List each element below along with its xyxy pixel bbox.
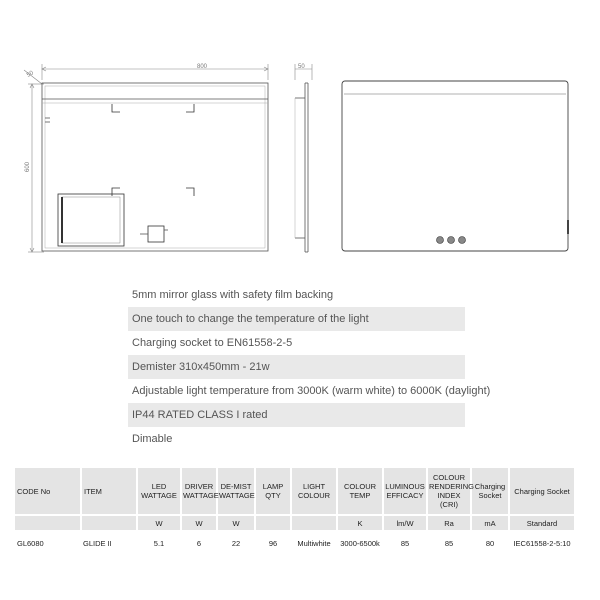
table-header-text: LAMP	[262, 482, 284, 491]
table-header-text: COLOUR	[297, 491, 331, 500]
table-cell: 80	[485, 538, 495, 548]
table-cell: 85	[444, 538, 454, 548]
table-header-text: INDEX	[437, 491, 461, 500]
feature-item: One touch to change the temperature of the light	[128, 307, 465, 331]
table-header-text: WATTAGE	[183, 491, 219, 500]
table-row	[15, 530, 575, 556]
table-header-text: WATTAGE	[219, 491, 255, 500]
table-cell: Multiwhite	[297, 538, 331, 548]
table-unit-cell: lm/W	[383, 515, 427, 530]
feature-item: IP44 RATED CLASS I rated	[128, 403, 465, 427]
table-header-text: Socket	[478, 491, 502, 500]
table-header-cell	[137, 468, 181, 515]
table-header-cell	[81, 468, 137, 515]
table-unit-cell: mA	[471, 515, 509, 530]
technical-drawing	[0, 0, 600, 270]
table-header-cell	[383, 468, 427, 515]
table-cell: 96	[268, 538, 278, 548]
table-header-cell	[15, 468, 81, 515]
feature-item: Charging socket to EN61558-2-5	[132, 337, 293, 349]
table-header-text: QTY	[265, 491, 281, 500]
table-header-cell	[509, 468, 575, 515]
table-header-cell	[471, 468, 509, 515]
table-cell: 5.1	[153, 538, 165, 548]
feature-item: Adjustable light temperature from 3000K (warm white) to 6000K (daylight)	[132, 385, 491, 397]
height-dimension	[24, 70, 44, 252]
table-unit-cell	[291, 515, 337, 530]
table-unit-cell: K	[337, 515, 383, 530]
table-cell: GL6080	[17, 538, 44, 548]
width-dim-label: 800	[197, 64, 208, 70]
depth-dim-label: 50	[298, 64, 305, 70]
mirror-side-view	[295, 64, 312, 252]
feature-item: Dimable	[132, 433, 173, 445]
table-header-text: ITEM	[84, 486, 102, 496]
table-cell: 6	[196, 538, 202, 548]
table-unit-row	[15, 515, 575, 530]
spec-table	[15, 468, 576, 556]
table-header-text: EFFICACY	[386, 491, 424, 500]
table-header-text: TEMP	[349, 491, 371, 500]
height-dim-label: 600	[25, 161, 31, 172]
feature-item: Demister 310x450mm - 21w	[128, 355, 465, 379]
table-header-cell	[217, 468, 255, 515]
mirror-rear-view	[42, 83, 268, 251]
table-cell: 22	[231, 538, 241, 548]
table-header-text: LIGHT	[302, 482, 326, 491]
table-unit-cell: Ra	[427, 515, 471, 530]
mirror-front-view	[342, 81, 568, 251]
touch-button-icon	[437, 237, 444, 244]
table-header-text: RENDERING	[429, 482, 475, 491]
table-header-cell	[181, 468, 217, 515]
table-header-cell	[255, 468, 291, 515]
table-header-text: COLOUR	[343, 482, 377, 491]
table-header-cell	[291, 468, 337, 515]
table-header-text: CODE No	[17, 486, 51, 496]
table-header-cell	[427, 468, 475, 515]
table-unit-cell	[255, 515, 291, 530]
feature-item: 5mm mirror glass with safety film backing	[132, 289, 334, 301]
table-header-text: (CRI)	[440, 500, 458, 509]
table-header-row	[15, 468, 575, 515]
feature-list	[128, 283, 491, 451]
table-header-text: LED	[151, 482, 167, 491]
table-unit-cell	[15, 515, 81, 530]
table-header-text: WATTAGE	[141, 491, 177, 500]
table-unit-cell: Standard	[509, 515, 575, 530]
table-unit-cell: W	[217, 515, 255, 530]
table-header-text: COLOUR	[432, 473, 466, 482]
table-cell: IEC61558-2-5:10	[513, 538, 571, 548]
table-header-text: Charging Socket	[514, 486, 570, 496]
drawing-svg	[0, 0, 600, 270]
table-cell: GLIDE II	[83, 538, 112, 548]
table-header-cell	[337, 468, 383, 515]
touch-buttons	[437, 237, 466, 244]
offset-dim-label: 50	[26, 70, 35, 79]
table-header-text: Charging	[474, 482, 506, 491]
width-dimension	[42, 64, 268, 80]
table-cell: 3000-6500k	[340, 538, 380, 548]
table-header-text: LUMINOUS	[385, 482, 425, 491]
table-cell: 85	[400, 538, 410, 548]
touch-button-icon	[459, 237, 466, 244]
table-unit-cell: W	[181, 515, 217, 530]
table-unit-cell	[81, 515, 137, 530]
table-header-text: DRIVER	[184, 482, 214, 491]
table-header-text: DE-MIST	[220, 482, 252, 491]
table-unit-cell: W	[137, 515, 181, 530]
touch-button-icon	[448, 237, 455, 244]
